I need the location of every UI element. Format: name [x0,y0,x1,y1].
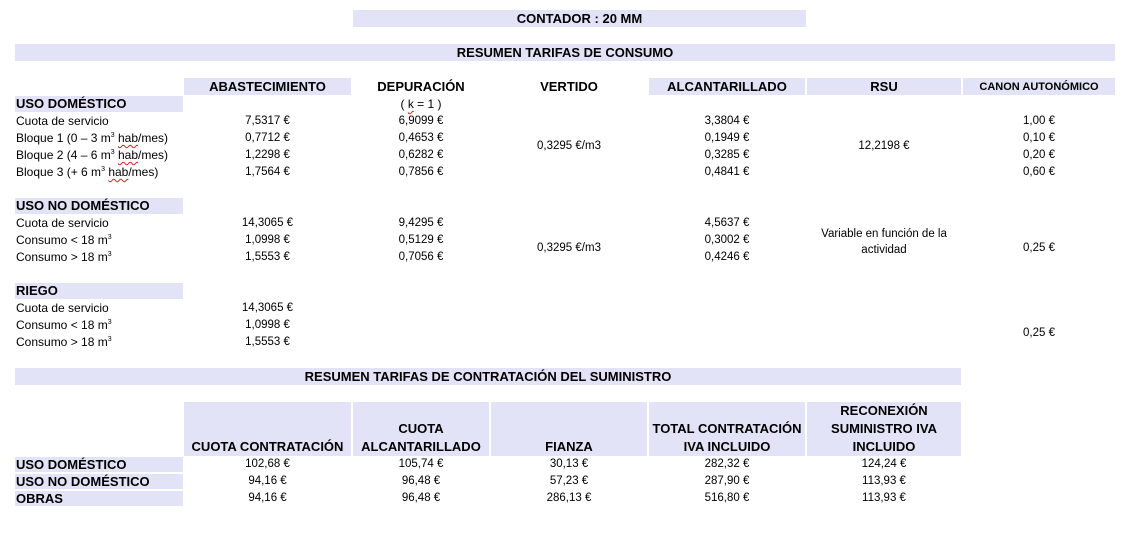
cell-cuota-alcantarillado: 96,48 € [401,492,441,504]
header-vertido: VERTIDO [540,79,598,94]
cell-cuota-contratacion: 102,68 € [245,458,290,470]
cell-fianza: 57,23 € [549,475,589,487]
consumo-section-title: RESUMEN TARIFAS DE CONSUMO [15,44,1115,61]
page-title: CONTADOR : 20 MM [353,10,806,27]
cell-canon: 0,25 € [1023,327,1055,339]
header-canon-autonomico: CANON AUTONÓMICO [963,78,1115,95]
header-fianza: FIANZA [491,402,647,456]
header-reconexion: RECONEXIÓN SUMINISTRO IVA INCLUIDO [807,402,961,456]
k-note: ( k = 1 ) [400,97,442,111]
row-label-obras: OBRAS [15,491,183,506]
cell-abastecimiento: 0,7712 € [245,132,290,144]
cell-abastecimiento: 7,5317 € [245,115,290,127]
section-uso-no-domestico: USO NO DOMÉSTICO [15,198,183,214]
cell-abastecimiento: 1,5553 € [245,251,290,263]
row-label: Bloque 3 (+ 6 $m^3$ hab/mes) [16,165,159,179]
cell-alcantarillado: 0,4841 € [704,166,750,178]
row-label: Consumo > 18 $m^3$ [16,335,112,349]
cell-alcantarillado: 3,3804 € [704,115,750,127]
row-label: Consumo > 18 $m^3$ [16,250,112,264]
cell-reconexion: 113,93 € [862,492,906,504]
cell-canon: 0,25 € [1023,242,1055,254]
header-abastecimiento: ABASTECIMIENTO [184,78,351,95]
cell-depuracion: 9,4295 € [398,217,444,229]
cell-total-contratacion: 282,32 € [704,458,750,470]
header-alcantarillado: ALCANTARILLADO [649,78,805,95]
cell-rsu: Variable en función de la actividad [821,228,947,256]
cell-abastecimiento: 1,7564 € [245,166,290,178]
cell-cuota-alcantarillado: 96,48 € [401,475,441,487]
header-cuota-alcantarillado: CUOTA ALCANTARILLADO [353,402,489,456]
cell-alcantarillado: 0,3285 € [704,149,750,161]
cell-canon: 0,10 € [1023,132,1055,144]
row-label: Consumo < 18 $m^3$ [16,233,112,247]
cell-cuota-alcantarillado: 105,74 € [398,458,444,470]
row-label: Cuota de servicio [16,114,109,128]
cell-cuota-contratacion: 94,16 € [248,475,287,487]
contratacion-section-title: RESUMEN TARIFAS DE CONTRATACIÓN DEL SUMINISTRO [15,368,961,385]
cell-alcantarillado: 4,5637 € [704,217,750,229]
header-total-contratacion: TOTAL CONTRATACIÓN IVA INCLUIDO [649,402,805,456]
cell-abastecimiento: 14,3065 € [241,302,294,314]
section-riego: RIEGO [15,283,183,299]
cell-rsu: 12,2198 € [858,140,910,152]
cell-abastecimiento: 1,5553 € [245,336,290,348]
row-label: Bloque 1 (0 – 3 $m^3$ hab/mes) [16,131,169,145]
cell-alcantarillado: 0,4246 € [704,251,750,263]
cell-depuracion: 6,9099 € [398,115,444,127]
cell-abastecimiento: 14,3065 € [241,217,294,229]
cell-total-contratacion: 516,80 € [704,492,750,504]
cell-canon: 0,60 € [1023,166,1055,178]
header-cuota-contratacion: CUOTA CONTRATACIÓN [184,402,351,456]
cell-canon: 0,20 € [1023,149,1055,161]
cell-total-contratacion: 287,90 € [704,475,750,487]
cell-depuracion: 0,4653 € [398,132,444,144]
cell-depuracion: 0,6282 € [398,149,444,161]
section-uso-domestico: USO DOMÉSTICO [15,96,183,112]
row-label: Bloque 2 (4 – 6 $m^3$ hab/mes) [16,148,169,162]
cell-vertido: 0,3295 €/m3 [537,140,601,152]
header-depuracion: DEPURACIÓN [377,79,465,94]
cell-canon: 1,00 € [1023,115,1055,127]
cell-vertido: 0,3295 €/m3 [537,242,601,254]
cell-alcantarillado: 0,3002 € [704,234,750,246]
row-label: Cuota de servicio [16,216,109,230]
cell-fianza: 286,13 € [546,492,592,504]
cell-depuracion: 0,7056 € [398,251,444,263]
cell-depuracion: 0,5129 € [398,234,444,246]
cell-reconexion: 113,93 € [862,475,906,487]
row-label: Cuota de servicio [16,301,109,315]
header-rsu: RSU [807,78,961,95]
row-label-uso-no-domestico: USO NO DOMÉSTICO [15,474,183,489]
cell-depuracion: 0,7856 € [398,166,444,178]
cell-cuota-contratacion: 94,16 € [248,492,287,504]
cell-reconexion: 124,24 € [861,458,907,470]
row-label-uso-domestico: USO DOMÉSTICO [15,457,183,472]
cell-abastecimiento: 1,0998 € [245,319,290,331]
cell-abastecimiento: 1,0998 € [245,234,290,246]
cell-fianza: 30,13 € [549,458,589,470]
cell-abastecimiento: 1,2298 € [245,149,290,161]
cell-alcantarillado: 0,1949 € [704,132,750,144]
row-label: Consumo < 18 $m^3$ [16,318,112,332]
